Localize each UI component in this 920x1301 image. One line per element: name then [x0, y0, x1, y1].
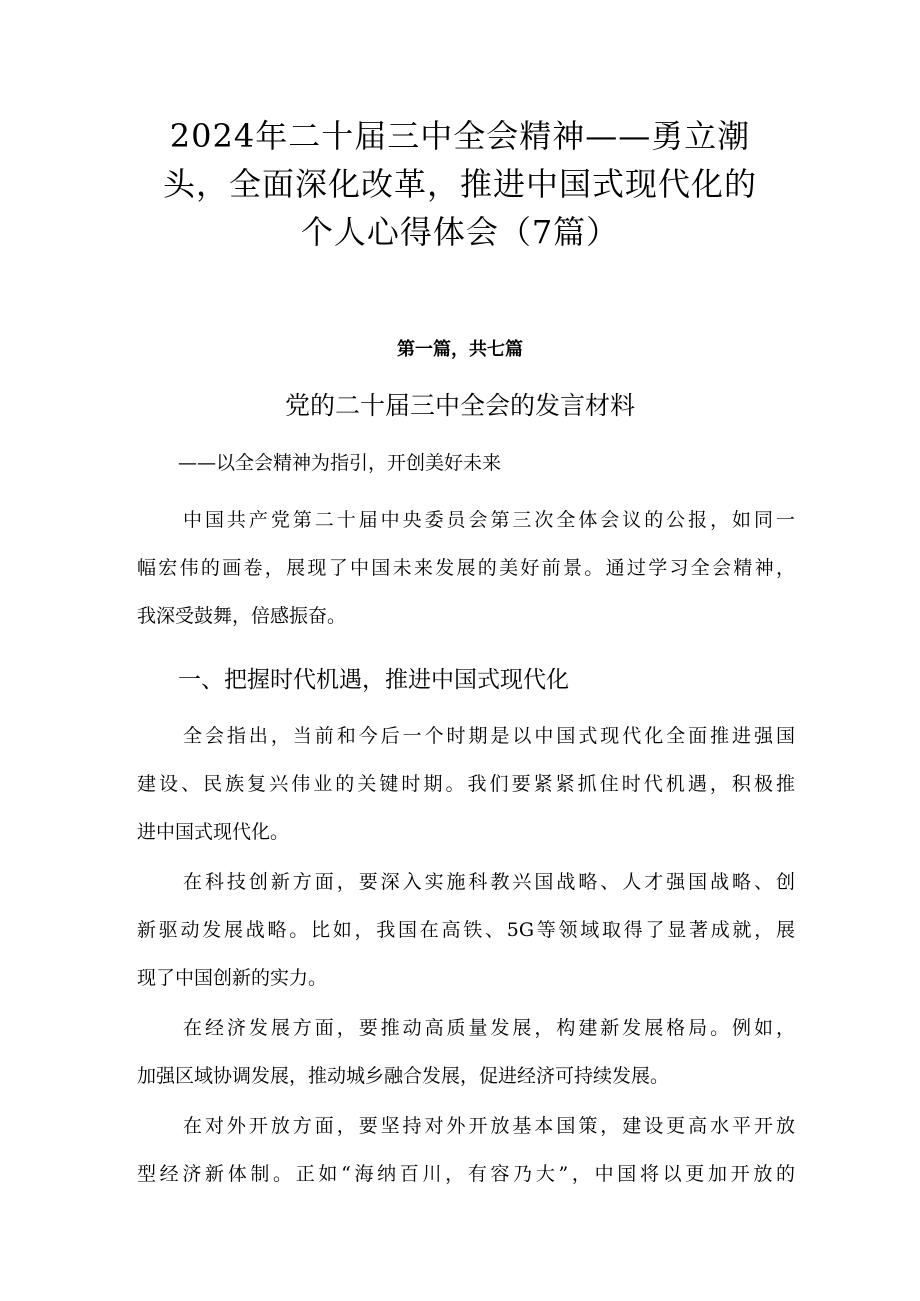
body-paragraph: [137, 858, 795, 1002]
paragraph-line: 建设、民族复兴伟业的关键时期。我们要紧紧抓住时代机遇，积极推: [137, 773, 795, 795]
body-paragraph: [137, 496, 795, 640]
paragraph-line: 在经济发展方面，要推动高质量发展，构建新发展格局。例如，: [183, 1017, 795, 1039]
subtitle: ——以全会精神为指引，开创美好未来: [178, 452, 502, 474]
sub-heading: 一、把握时代机遇，推进中国式现代化: [178, 667, 569, 693]
section-heading: 党的二十届三中全会的发言材料: [284, 391, 635, 420]
body-paragraph: [137, 712, 795, 856]
paragraph-line: 型经济新体制。正如“海纳百川，有容乃大”，中国将以更加开放的: [137, 1163, 795, 1185]
document-title: [100, 112, 820, 256]
paragraph-line: 全会指出，当前和今后一个时期是以中国式现代化全面推进强国: [183, 725, 795, 747]
body-paragraph: [137, 1102, 795, 1198]
document-title-line: 2024年二十届三中全会精神——勇立潮: [169, 117, 751, 155]
paragraph-line: 新驱动发展战略。比如，我国在高铁、5G等领域取得了显著成就，展: [137, 919, 795, 941]
paragraph-line: 加强区域协调发展，推动城乡融合发展，促进经济可持续发展。: [137, 1065, 670, 1087]
paragraph-line: 在对外开放方面，要坚持对外开放基本国策，建设更高水平开放: [183, 1115, 795, 1137]
document-title-line: 个人心得体会（7篇）: [300, 213, 620, 251]
body-paragraph: [137, 1004, 795, 1100]
paragraph-line: 进中国式现代化。: [137, 821, 290, 843]
document-title-line: 头，全面深化改革，推进中国式现代化的: [162, 165, 757, 203]
paragraph-line: 现了中国创新的实力。: [137, 967, 328, 989]
paragraph-line: 中国共产党第二十届中央委员会第三次全体会议的公报，如同一: [183, 509, 795, 531]
part-label: 第一篇，共七篇: [397, 339, 523, 360]
paragraph-line: 幅宏伟的画卷，展现了中国未来发展的美好前景。通过学习全会精神，: [137, 557, 795, 579]
paragraph-line: 在科技创新方面，要深入实施科教兴国战略、人才强国战略、创: [183, 871, 795, 893]
paragraph-line: 我深受鼓舞，倍感振奋。: [137, 605, 347, 627]
